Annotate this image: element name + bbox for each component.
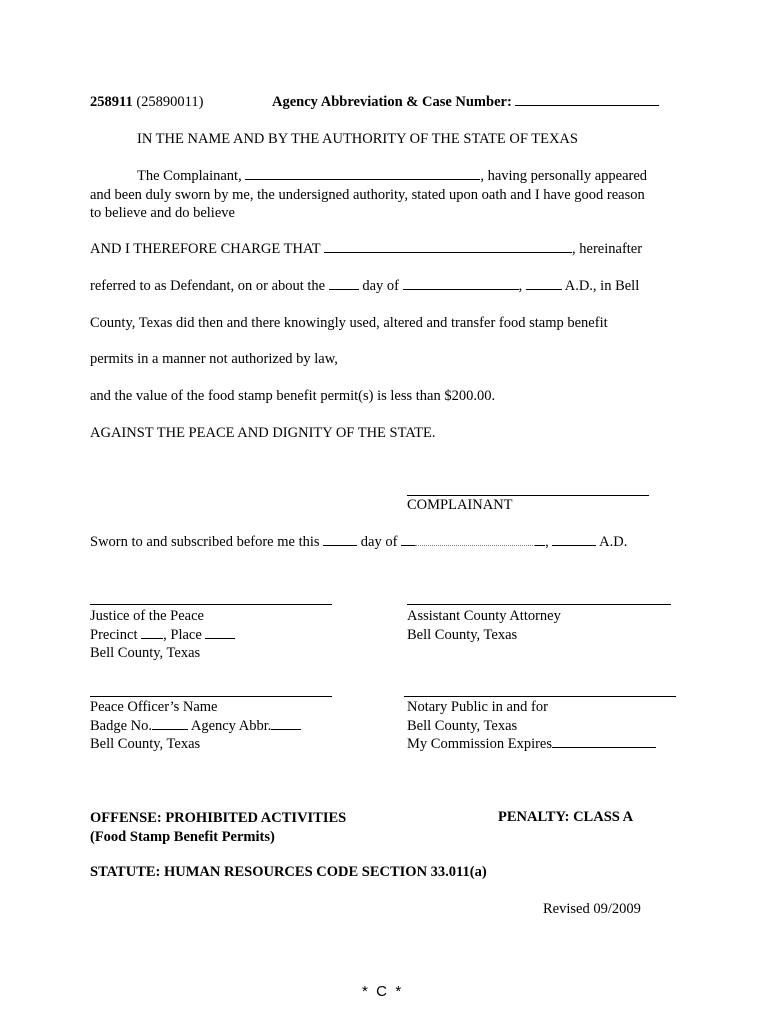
offense-year-blank[interactable]: [526, 288, 562, 290]
precinct-label: Precinct: [90, 626, 138, 643]
sworn-line: [90, 534, 627, 551]
defendant-part-1: referred to as Defendant, on or about the: [90, 278, 326, 294]
county-line: County, Texas did then and there knowingly used, altered and transfer food stamp benefit: [90, 315, 608, 331]
permits-line: permits in a manner not authorized by law,: [90, 351, 338, 367]
complainant-start: The Complainant,: [137, 168, 242, 184]
justice-signature-line[interactable]: [90, 604, 332, 605]
attorney-county: Bell County, Texas: [407, 626, 518, 643]
badge-line: [90, 717, 301, 736]
justice-title: Justice of the Peace: [90, 608, 204, 624]
offense-title: OFFENSE: PROHIBITED ACTIVITIES: [90, 810, 347, 826]
justice-county: Bell County, Texas: [90, 645, 201, 661]
revised-date: Revised 09/2009: [543, 901, 641, 917]
badge-blank[interactable]: [152, 728, 188, 730]
precinct-blank[interactable]: [141, 637, 163, 639]
officer-county: Bell County, Texas: [90, 736, 201, 752]
sworn-month-blank-end: [535, 544, 545, 546]
offense-day-blank[interactable]: [329, 288, 359, 290]
complainant-line-3: to believe and do believe: [90, 205, 235, 221]
defendant-part-3: ,: [518, 278, 523, 294]
precinct-line: [90, 626, 235, 645]
charge-line: [90, 241, 642, 258]
form-header: [90, 94, 203, 111]
sworn-month-blank[interactable]: [415, 544, 535, 546]
offense-subtitle: (Food Stamp Benefit Permits): [90, 828, 275, 845]
notary-signature-line[interactable]: [404, 696, 676, 697]
attorney-signature-line[interactable]: [407, 604, 671, 605]
form-id: (25890011): [136, 94, 204, 110]
charge-start: AND I THEREFORE CHARGE THAT: [90, 241, 321, 257]
statute-line: STATUTE: HUMAN RESOURCES CODE SECTION 33.011(a): [90, 864, 487, 880]
authority-line: IN THE NAME AND BY THE AUTHORITY OF THE STATE OF TEXAS: [137, 131, 578, 147]
complainant-signature-label: COMPLAINANT: [407, 497, 513, 513]
case-number-blank[interactable]: [515, 104, 659, 106]
place-blank[interactable]: [205, 637, 235, 639]
commission-blank[interactable]: [552, 746, 656, 748]
sworn-part-2: day of: [360, 534, 398, 550]
agency-blank[interactable]: [271, 728, 301, 730]
badge-label: Badge No.: [90, 717, 153, 734]
peace-line: AGAINST THE PEACE AND DIGNITY OF THE STATE.: [90, 425, 436, 441]
offense-block: [90, 809, 346, 846]
commission-line: [407, 735, 656, 754]
notary-county: Bell County, Texas: [407, 717, 518, 734]
case-number-field: [272, 94, 659, 111]
place-label: , Place: [163, 626, 202, 643]
sworn-year-blank[interactable]: [552, 544, 596, 546]
sworn-part-4: A.D.: [599, 534, 628, 550]
attorney-block: [407, 607, 561, 644]
offense-month-blank[interactable]: [403, 288, 519, 290]
attorney-title: Assistant County Attorney: [407, 608, 561, 624]
sworn-month-blank-start: [401, 544, 415, 546]
sworn-part-1: Sworn to and subscribed before me this: [90, 534, 320, 550]
officer-signature-line[interactable]: [90, 696, 332, 697]
officer-block: [90, 698, 301, 754]
complainant-line-2: and been duly sworn by me, the undersigned authority, stated upon oath and I have good reason: [90, 186, 645, 203]
defendant-line: [90, 278, 639, 295]
agency-label: Agency Abbr.: [190, 717, 272, 734]
charge-end: , hereinafter: [572, 241, 643, 257]
form-number: 258911: [90, 94, 133, 110]
defendant-name-blank[interactable]: [324, 251, 572, 253]
officer-name-label: Peace Officer’s Name: [90, 699, 218, 715]
penalty-label: PENALTY: CLASS A: [498, 809, 634, 825]
complainant-signature-line[interactable]: [407, 495, 649, 496]
value-line: and the value of the food stamp benefit permit(s) is less than $200.00.: [90, 388, 496, 404]
sworn-day-blank[interactable]: [323, 544, 357, 546]
sworn-part-3: ,: [545, 534, 549, 550]
complainant-paragraph: [90, 167, 647, 223]
notary-title: Notary Public in and for: [407, 699, 548, 715]
justice-block: [90, 607, 235, 663]
commission-label: My Commission Expires: [407, 736, 553, 752]
defendant-part-4: A.D., in Bell: [564, 278, 640, 294]
notary-block: [407, 698, 656, 754]
defendant-part-2: day of: [362, 278, 400, 294]
case-number-label: Agency Abbreviation & Case Number:: [272, 94, 512, 110]
footer-mark: * C *: [362, 983, 402, 1000]
complainant-name-blank[interactable]: [245, 178, 480, 180]
complainant-after: , having personally appeared: [480, 168, 648, 184]
